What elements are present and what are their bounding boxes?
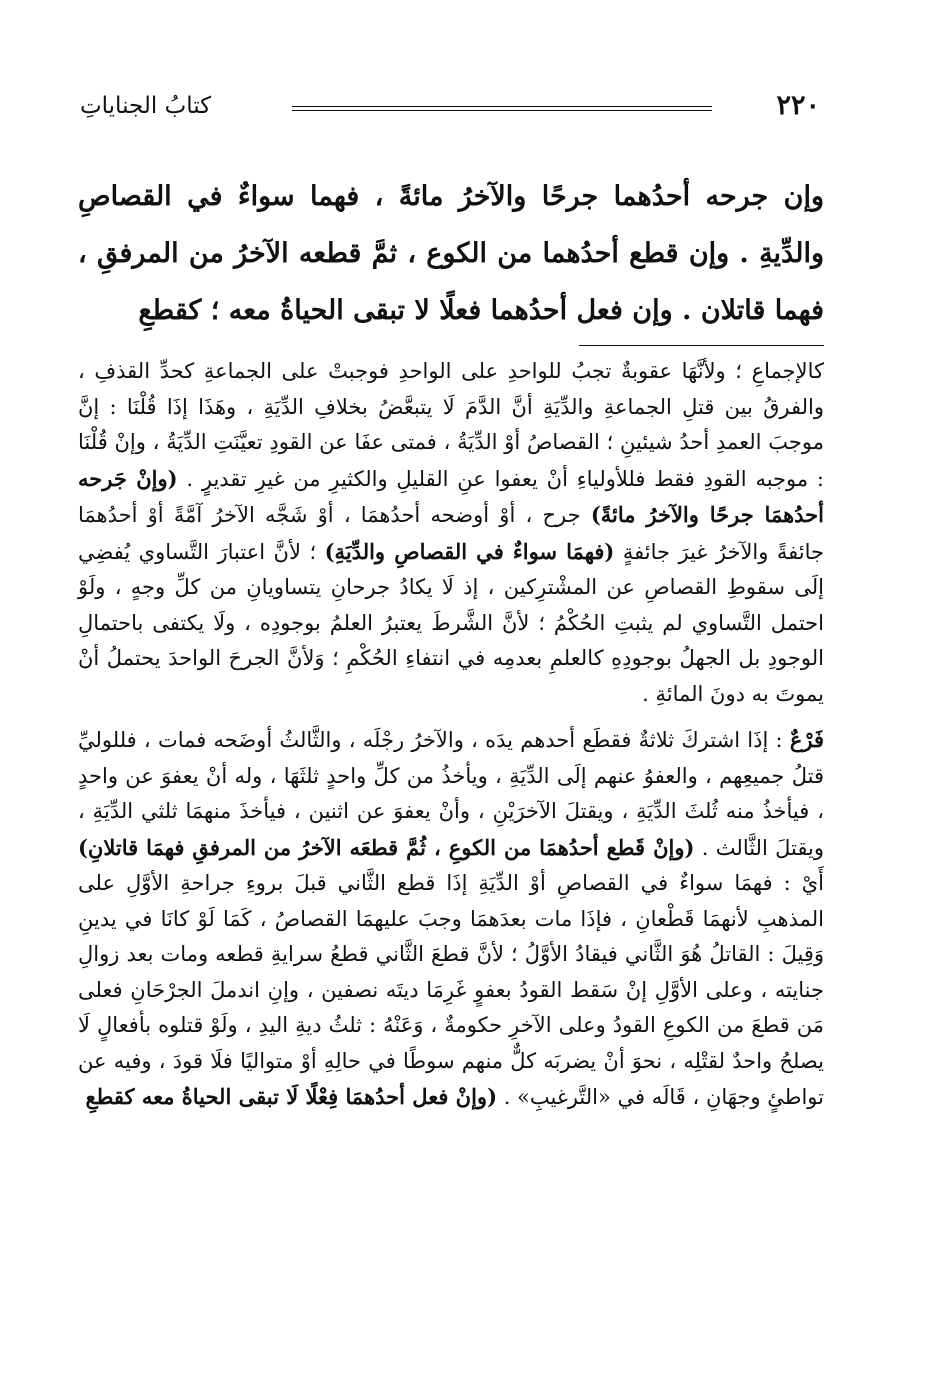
quoted-matn: (وإنْ قَطع أحدُهمَا من الكوعِ ، ثُمَّ قطعَه الآخرُ من المرفقِ فهمَا قاتلانِ) — [78, 834, 695, 860]
quoted-matn: (وإنْ جَرحه أحدُهمَا جرحًا والآخرُ مائةً) — [78, 465, 824, 527]
section-label: فَرْعٌ — [789, 727, 824, 752]
footnote-rule — [579, 345, 824, 346]
commentary-text: : إذَا اشتركَ ثلاثةٌ فقطَع أحدهم يدَه ، والآخرُ رجْلَه ، والثَّالثُ أوضَحه فمات ، فللوليِّ قتلُ جميعِهم ، والعفوُ عنهم إلَى الدِّيَةِ ، ويأخذُ من كلِّ واحدٍ ثلثَهَا ، وله أنْ يعفوَ عن واحدٍ ، فيأخذُ منه ثُلثَ الدِّيَةِ ، ويقتلَ الآخرَيْنِ ، وأنْ يعفوَ عن اثنين ، فيأخذَ منهمَا ثلثي الدِّيَةِ ، ويقتلَ الثَّالث . — [78, 728, 824, 860]
commentary-text: جرح ، أوْ أوضحه أحدُهمَا ، أوْ شَجَّه الآخرُ آمَّةً أوْ أحدُهمَا جائفةً والآخرُ غيرَ جائفةٍ — [78, 503, 824, 564]
quoted-matn: (وإنْ فعل أحدُهمَا فِعْلًا لَا تبقى الحياةُ معه كقطعِ — [85, 1084, 498, 1109]
commentary-text: ؛ لأنَّ اعتبارَ التَّساوي يُفضِي إلَى سقوطِ القصاصِ عن المشْترِكين ، إذ لَا يكادُ جرحانِ يتساويانِ من كلِّ وجهٍ ، ولَوْ احتمل التَّساوي لم يثبتِ الحُكْمُ ؛ لأنَّ الشَّرطَ يعتبرُ العلمُ بوجودِه ، ولَا يكتفى باحتمالِ الوجودِ بل الجهلُ بوجودِهِ كالعلمِ بعدمِه في انتفاءِ الحُكْمِ ؛ وَلأنَّ الجرحَ الواحدَ يحتملُ أنْ يموتَ به دونَ المائةِ . — [78, 539, 824, 706]
commentary — [78, 354, 824, 1116]
book-title: كتابُ الجناياتِ — [80, 93, 212, 119]
main-text: وإن جرحه أحدُهما جرحًا والآخرُ مائةً ، فهما سواءٌ في القصاصِ والدِّيةِ . وإن قطع أحدُهما من الكوع ، ثمَّ قطعه الآخرُ من المرفقِ ، فهما قاتلان . وإن فعل أحدُهما فعلًا لا تبقى الحياةُ معه ؛ كقطعِ — [78, 181, 824, 326]
commentary-paragraph-2 — [78, 722, 824, 1116]
commentary-text: كالإجماعِ ؛ ولأنَّهَا عقوبةٌ تجبُ للواحدِ على الواحدِ فوجبتْ على الجماعةِ كحدِّ القذفِ ، والفرقُ بين قتلِ الجماعةِ والدِّيَةِ أنَّ الدَّمَ لَا يتبعَّضُ بخلافِ الدِّيَةِ ، وهَذَا إذَا قُلْنَا : إنَّ موجبَ العمدِ أحدُ شيئينِ ؛ القصاصُ أوْ الدِّيَةُ ، فمتى عفَا عن القودِ تعيَّنَتِ الدِّيَةُ ، وإنْ قُلْنَا : موجبه القودِ فقط فللأولياءِ أنْ يعفوا عنِ القليلِ والكثيرِ من غيرِ تقديرٍ . — [78, 359, 825, 491]
commentary-text: أَيْ : فهمَا سواءٌ في القصاصِ أوْ الدِّيَةِ إذَا قطع الثَّاني قبلَ بروءِ جراحةِ الأوَّلِ على المذهبِ لأنهمَا قَطْعانِ ، فإذَا مات بعدَهمَا وجبَ عليهمَا القصاصُ ، كَمَا لَوْ كانَا في يدينِ وَقِيلَ : القاتلُ هُوَ الثَّاني فيقادُ الأوَّلُ ؛ لأنَّ قطعَ الثَّاني قطعُ سرايةِ قطعه ومات بعد زوالِ جنايته ، وعلى الأوَّلِ إنْ سَقط القودُ بعفوٍ غَرِمَا ديتَه نصفين ، وإنِ اندملَ الجرْحَانِ فعلى مَن قطعَ من الكوعِ القودُ وعلى الآخرِ حكومةٌ ، وَعَنْهُ : ثلثُ ديةِ اليدِ ، ولَوْ قتلوه بأفعالٍ لَا يصلحُ واحدٌ لقتْلِه ، نحوَ أنْ يضربَه كلٌّ منهم سوطًا في حالِهِ أوْ متواليًا فلَا قودَ ، وفيه عن تواطئٍ وجهَانِ ، قَالَه في «التَّرغيبِ» . — [78, 871, 824, 1109]
page-number: ٢٢٠ — [776, 90, 820, 121]
commentary-paragraph-1 — [78, 354, 824, 712]
header-rule — [292, 106, 712, 111]
running-header — [80, 86, 820, 126]
quoted-matn: (فهمَا سواءٌ في القصاصِ والدِّيَةِ) — [324, 538, 615, 564]
